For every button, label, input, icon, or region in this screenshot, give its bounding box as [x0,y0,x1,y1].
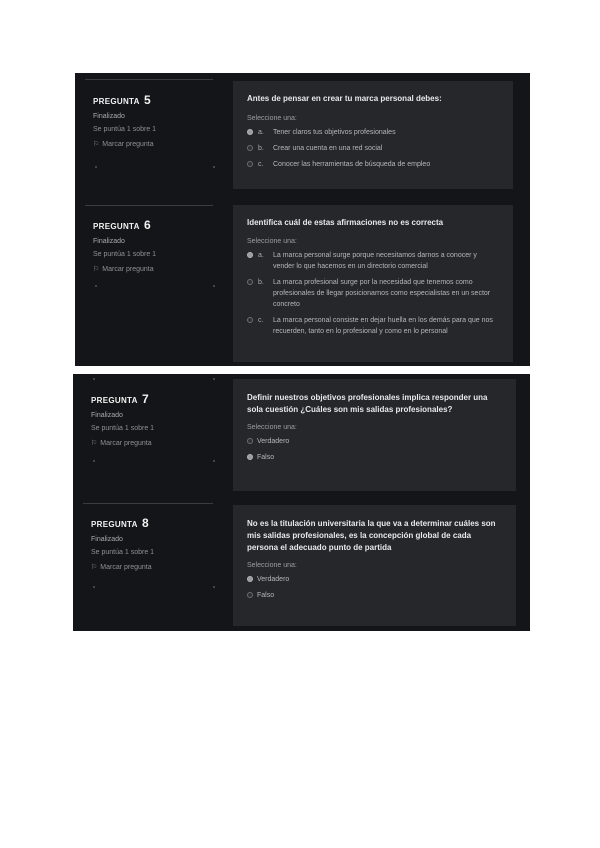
radio-button-icon[interactable] [247,145,253,151]
radio-button-icon[interactable] [247,161,253,167]
select-label: Seleccione una: [247,238,297,245]
question-card-6 [233,205,513,362]
answer-option-false[interactable] [247,590,502,601]
question-status: Finalizado [91,536,123,543]
divider [83,503,213,504]
question-status: Finalizado [93,113,125,120]
radio-button-icon[interactable] [247,576,253,582]
select-label: Seleccione una: [247,562,297,569]
option-text: Verdadero [257,438,290,445]
question-card-5 [233,81,513,189]
option-letter: b. [258,279,264,286]
option-text: La marca personal consiste en dejar huella en los demás para que nos recuerden, tanto en lo profesional y como en lo personal [273,317,493,335]
answer-option-a[interactable] [247,250,499,272]
divider [85,79,213,80]
question-info-8 [91,516,216,571]
decorative-dot [213,460,215,462]
quiz-screenshot-1 [75,73,530,366]
question-number: 6 [143,218,151,232]
flag-icon: ⚐ [91,440,98,447]
option-text: La marca profesional surge por la necesidad que tenemos como profesionales de llegar posicionarnos como especialistas en un sector concreto [273,279,491,308]
radio-button-icon[interactable] [247,317,253,323]
answer-option-c[interactable] [247,315,499,337]
flag-label: Marcar pregunta [100,440,152,447]
decorative-dot [93,378,95,380]
option-text: Tener claros tus objetivos profesionales [273,129,396,136]
question-score: Se puntúa 1 sobre 1 [91,425,155,432]
option-text: Verdadero [257,576,290,583]
question-score: Se puntúa 1 sobre 1 [93,126,157,133]
flag-label: Marcar pregunta [102,266,154,273]
question-heading [93,218,218,232]
quiz-screenshot-2 [73,374,530,631]
question-label: PREGUNTA [93,222,140,231]
answer-option-false[interactable] [247,452,502,463]
decorative-dot [95,166,97,168]
select-label: Seleccione una: [247,424,297,431]
option-letter: c. [258,317,264,324]
question-heading [91,392,216,406]
question-label: PREGUNTA [91,396,138,405]
decorative-dot [95,285,97,287]
question-text: Antes de pensar en crear tu marca personal debes: [247,94,442,103]
question-number: 8 [141,516,149,530]
flag-question-link[interactable] [91,439,216,447]
question-score: Se puntúa 1 sobre 1 [91,549,155,556]
flag-label: Marcar pregunta [102,141,154,148]
decorative-dot [93,586,95,588]
question-info-5 [93,93,218,148]
select-label: Seleccione una: [247,115,297,122]
answer-option-b[interactable] [247,143,499,154]
question-number: 7 [141,392,149,406]
question-info-6 [93,218,218,273]
flag-question-link[interactable] [93,265,218,273]
question-heading [93,93,218,107]
answer-option-true[interactable] [247,574,502,585]
answer-option-true[interactable] [247,436,502,447]
question-heading [91,516,216,530]
flag-icon: ⚐ [93,141,100,148]
option-text: Conocer las herramientas de búsqueda de empleo [273,161,431,168]
option-letter: b. [258,145,264,152]
radio-button-icon[interactable] [247,454,253,460]
answer-option-c[interactable] [247,159,499,170]
question-label: PREGUNTA [93,97,140,106]
decorative-dot [213,586,215,588]
question-text: No es la titulación universitaria la que va a determinar cuáles son mis salidas profesionales, es la concepción global de cada persona el adecuado punto de partida [247,519,496,552]
option-text: Crear una cuenta en una red social [273,145,383,152]
option-letter: c. [258,161,264,168]
divider [85,205,213,206]
option-text: Falso [257,592,275,599]
flag-label: Marcar pregunta [100,564,152,571]
question-info-7 [91,392,216,447]
answer-option-b[interactable] [247,277,499,310]
option-text: La marca personal surge porque necesitamos darnos a conocer y vender lo que hacemos en un directorio comercial [273,252,477,270]
option-letter: a. [258,129,264,136]
decorative-dot [213,166,215,168]
radio-button-icon[interactable] [247,592,253,598]
flag-icon: ⚐ [91,564,98,571]
option-letter: a. [258,252,264,259]
radio-button-icon[interactable] [247,438,253,444]
question-card-8 [233,505,516,626]
decorative-dot [93,460,95,462]
question-card-7 [233,379,516,491]
answer-option-a[interactable] [247,127,499,138]
question-score: Se puntúa 1 sobre 1 [93,251,157,258]
radio-button-icon[interactable] [247,129,253,135]
radio-button-icon[interactable] [247,279,253,285]
question-text: Identifica cuál de estas afirmaciones no es correcta [247,218,444,227]
question-label: PREGUNTA [91,520,138,529]
decorative-dot [213,378,215,380]
flag-icon: ⚐ [93,266,100,273]
question-number: 5 [143,93,151,107]
flag-question-link[interactable] [93,140,218,148]
option-text: Falso [257,454,275,461]
flag-question-link[interactable] [91,563,216,571]
question-status: Finalizado [91,412,123,419]
decorative-dot [213,285,215,287]
question-text: Definir nuestros objetivos profesionales implica responder una sola cuestión ¿Cuáles son mis salidas profesionales? [247,393,488,414]
radio-button-icon[interactable] [247,252,253,258]
question-status: Finalizado [93,238,125,245]
